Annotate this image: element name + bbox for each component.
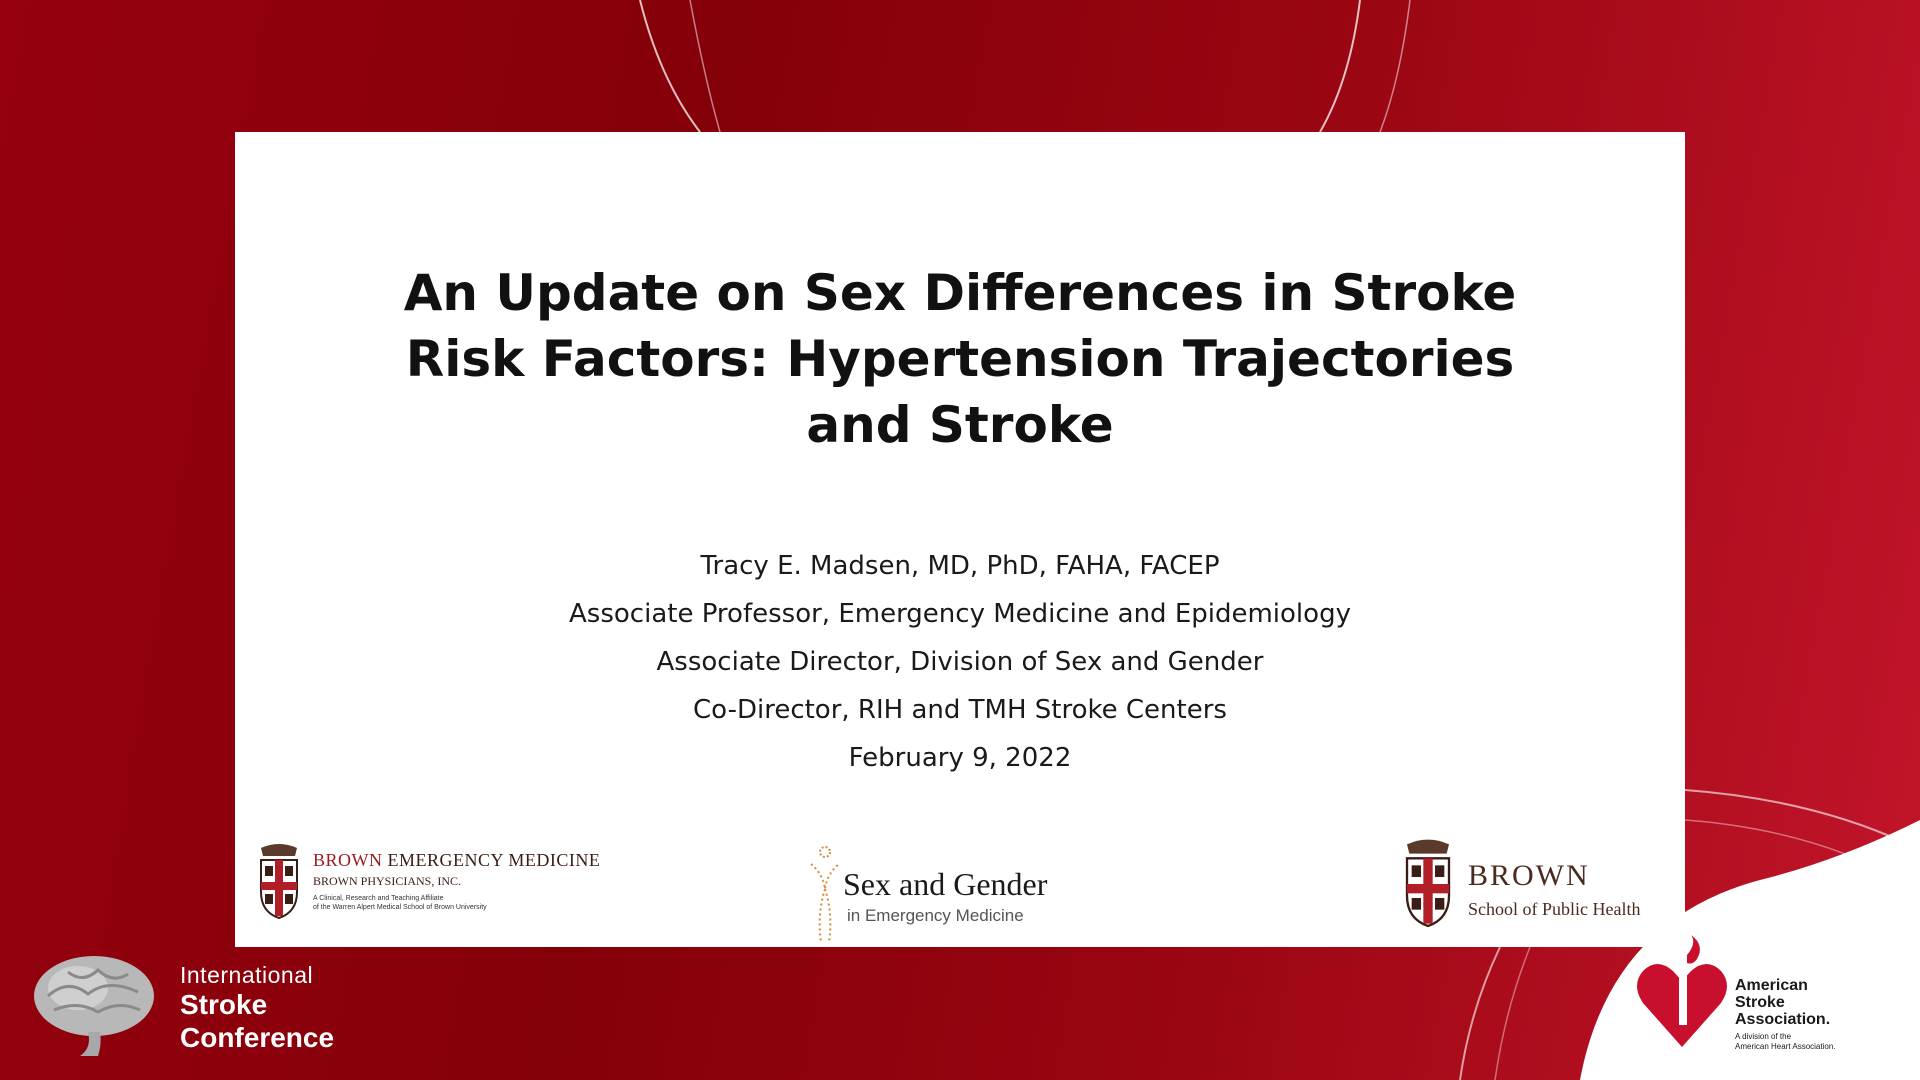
bem-emergency-medicine: EMERGENCY MEDICINE xyxy=(382,850,601,870)
presentation-date: February 9, 2022 xyxy=(848,743,1072,773)
slide-panel xyxy=(235,132,1685,947)
asa-division-note: A division of the xyxy=(1735,1032,1792,1041)
sph-brown-word: BROWN xyxy=(1468,859,1590,892)
bem-brown-word: BROWN xyxy=(313,850,383,870)
torch-heart-icon xyxy=(1635,935,1730,1050)
asa-stroke: Stroke xyxy=(1735,994,1785,1011)
sex-gender-title: Sex and Gender xyxy=(843,866,1048,902)
american-stroke-association-logo xyxy=(1635,935,1865,1065)
international-stroke-conference-logo xyxy=(28,948,368,1058)
sex-and-gender-logo xyxy=(805,844,1085,944)
title-line: An Update on Sex Differences in Stroke xyxy=(403,264,1517,322)
isc-conference: Conference xyxy=(180,1022,335,1053)
bem-physicians: BROWN PHYSICIANS, INC. xyxy=(313,874,462,888)
brown-school-public-health-logo xyxy=(1400,837,1680,937)
author-role: Associate Professor, Emergency Medicine and Epidemiology xyxy=(569,599,1351,629)
figure-icon xyxy=(805,844,845,944)
sph-subtitle: School of Public Health xyxy=(1468,899,1641,919)
asa-american: American xyxy=(1735,977,1808,994)
sex-gender-subtitle: in Emergency Medicine xyxy=(847,906,1024,925)
isc-international: International xyxy=(180,962,314,988)
author-role: Co-Director, RIH and TMH Stroke Centers xyxy=(693,695,1227,725)
author-block xyxy=(235,542,1685,782)
author-name: Tracy E. Madsen, MD, PhD, FAHA, FACEP xyxy=(700,551,1220,581)
title-line: and Stroke xyxy=(806,396,1114,454)
slide-title xyxy=(235,260,1685,458)
brown-emergency-medicine-logo xyxy=(255,842,615,932)
title-line: Risk Factors: Hypertension Trajectories xyxy=(405,330,1515,388)
brown-shield-icon xyxy=(255,842,303,922)
brain-icon xyxy=(28,948,158,1058)
bem-fine-print: of the Warren Alpert Medical School of Brown University xyxy=(313,904,487,911)
asa-association: Association. xyxy=(1735,1011,1831,1028)
author-role: Associate Director, Division of Sex and Gender xyxy=(656,647,1264,677)
brown-shield-icon xyxy=(1400,837,1456,931)
asa-aha-note: American Heart Association. xyxy=(1735,1042,1836,1051)
bem-fine-print: A Clinical, Research and Teaching Affiliate xyxy=(313,895,444,902)
isc-stroke: Stroke xyxy=(180,989,268,1020)
